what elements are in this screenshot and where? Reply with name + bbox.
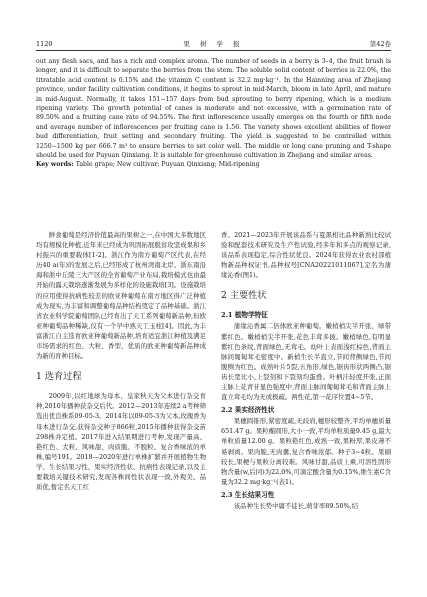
keywords-text: Table grape; New cultivar; Puyuan Qinxiang; Mid-ripening — [75, 161, 260, 169]
intro-paragraph: 鲜食葡萄是经济价值最高的果树之一,在中国大多数地区均有规模化种植,近年来已经成为巩固拓展脱贫攻坚成果和乡村振兴的重要载体[1-2]。浙江作为南方葡萄产区代表,在经历40 a(年)的发展之后,已经形成了杭州湾南北岸、浙东南沿海和浙中丘陵三大产区的全省葡萄产业布局,栽培模式也由最开始的露天栽培逐渐发展为多样化的设施栽培[3]。设施栽培的应用使得抗病性较差的欧亚种葡萄在南方地区得广泛种植成为现实,为丰富和调整葡萄品种结构奠定了品种基础。浙江省农业科学院葡萄团队已经育出了天工系列葡萄新品种,但欧亚种葡萄品种稀缺,仅有一个早中熟天工玉柱[4]。因此,为丰富浙江自主选育欧亚种葡萄新品种,培育适宜浙江种植及满足市场需求的红色、大粒、香型、优质的欧亚种葡萄新品种成为新的育种目标。 — [36, 231, 206, 361]
section-2-heading: 2 主要性状 — [221, 290, 267, 302]
page-header — [36, 38, 391, 51]
left-column — [36, 230, 206, 492]
section-2-3-heading: 2.3 生长结果习性 — [221, 490, 275, 499]
abstract-text: out any flesh sacs, and has a rich and complex aroma. The number of seeds in a berry is 3–4, the fruit brush is longer, and it is difficult to separate the berries from the stem. The soluble solid content of berries is 22.0%, the titratable acid content is 0.15% and the vitamin C content is 32.2 mg·kg⁻¹. In the Hainning area of Zhejiang province, under facility cultivation conditions, it begins to sprout in mid-March, bloom in late April, and mature in mid-August. Normally, it takes 151−157 days from bud sprouting to berry ripening, which is a medium ripening variety. The growth potential of canes is moderate and not excessive, with a germination rate of 89.50% and a fruiting cane rate of 94.55%. The first inflorescence usually emerges on the fourth or fifth node and average number of inflorescences per fruiting cane is 1.56. The variety shows excellent abilities of flower bud differentiation, fruit setting and secondary fruiting. The yield is suggested to be controlled within 1250−1500 kg per 666.7 m² to ensure berries to set color well. The middle or long cane pruning and T-shape should be used for Puyuan Qinxiang. It is suitable for greenhouse cultivation in Zhejiang and similar areas. — [36, 58, 391, 160]
section-2-2-heading: 2.2 果实经济性状 — [221, 406, 275, 415]
volume-number: 第42卷 — [369, 40, 391, 48]
keywords-label: Key words: — [36, 161, 74, 169]
section-2-2-paragraph: 果穗圆锥形,紧密度疏,无歧肩,穗形较整齐,平均单穗质量651.47 g。果粒椭圆形,大小一致,平均单粒质量9.45 g,最大单粒质量12.00 g。果粒艳红色,成熟一致,果粉厚,果皮薄不易剥离。果肉脆,无肉囊,复合香味浓郁。种子3~4粒。果刷较长,果梗与果粒分离较难。风味甘甜,品质上乘,可溶性固形物含量(w,后同)为22.0%,可滴定酸含量为0.15%,维生素C含量为32.2 mg·kg⁻¹(表1)。 — [221, 417, 391, 486]
section-2-1-heading: 2.1 植物学特征 — [221, 311, 268, 320]
journal-name: 果 树 学 报 — [183, 40, 244, 48]
page-number: 1120 — [36, 40, 53, 48]
keywords-line — [36, 160, 391, 169]
section-1-continuation: 香。2021—2023年开展该品系与夏黑相比品种新熟比较试验和配套技术研究及生产性试验,经多年和多点的观察记录,该品系表现稳定,综合性状优良。2024年获得农业农村部植物新品种权证书,品种权号[CNA20221011067],定名为蒲缘沁香(图1)。 — [221, 231, 391, 280]
section-1-paragraph: 2009年,以红地球为母本、皇家秋天为父本进行杂交育种,2010年播种获杂交后代。2012—2013年连续2 a考种筛选出优良株系09-05-3。2014年以09-05-3为父本,玫瑰香为母本进行杂交,获得杂交种子866粒,2015年播种获得杂交苗298株并定植。2017年进入结果期进行考种,发现产量高、艳红色、大粒、风味甜、肉质脆、不脱粒、复合香味浓的单株,编号191。2018—2020年进行单株扩繁并开展植物生物学、生长结果习性、果实经济性状、抗病性表现记录,以及主要栽培关键技术研究,发现各株间性状表现一致,外观美、品质优,暂定名天工红 — [36, 392, 206, 492]
english-abstract — [36, 57, 391, 170]
section-2-3-paragraph: 该品种生长势中庸不徒长,萌芽率89.50%,结 — [233, 501, 359, 510]
section-1-heading: 1 选育过程 — [36, 371, 82, 383]
section-2-1-paragraph: 蒲缘沁香属二倍体欧亚种葡萄。嫩梢梢尖半开张、绿带紫红色。嫩梢梢尖半开张,花色丰茸多披。嫩梢绿色,有明显紫红色条纹,背面绿色,无茸毛。幼叶上表面浅红棕色,背面主脉间匍匐茸毛密度中。新梢生长半直立,节间背侧绿色,节间腹侧为红色。成熟叶片5裂,五角形,绿色,锯齿形状两侧凸,锯齿长宽比小,上裂刻和下裂刻均蛋叠。叶柄洼轻度开张,正面主脉上花青苷显色强度中,背面主脉间匍匐茸毛和背面主脉上直立茸毛均为无或极疏。两性花,第一花序位置4~5节。 — [221, 322, 391, 402]
right-column — [221, 230, 391, 511]
